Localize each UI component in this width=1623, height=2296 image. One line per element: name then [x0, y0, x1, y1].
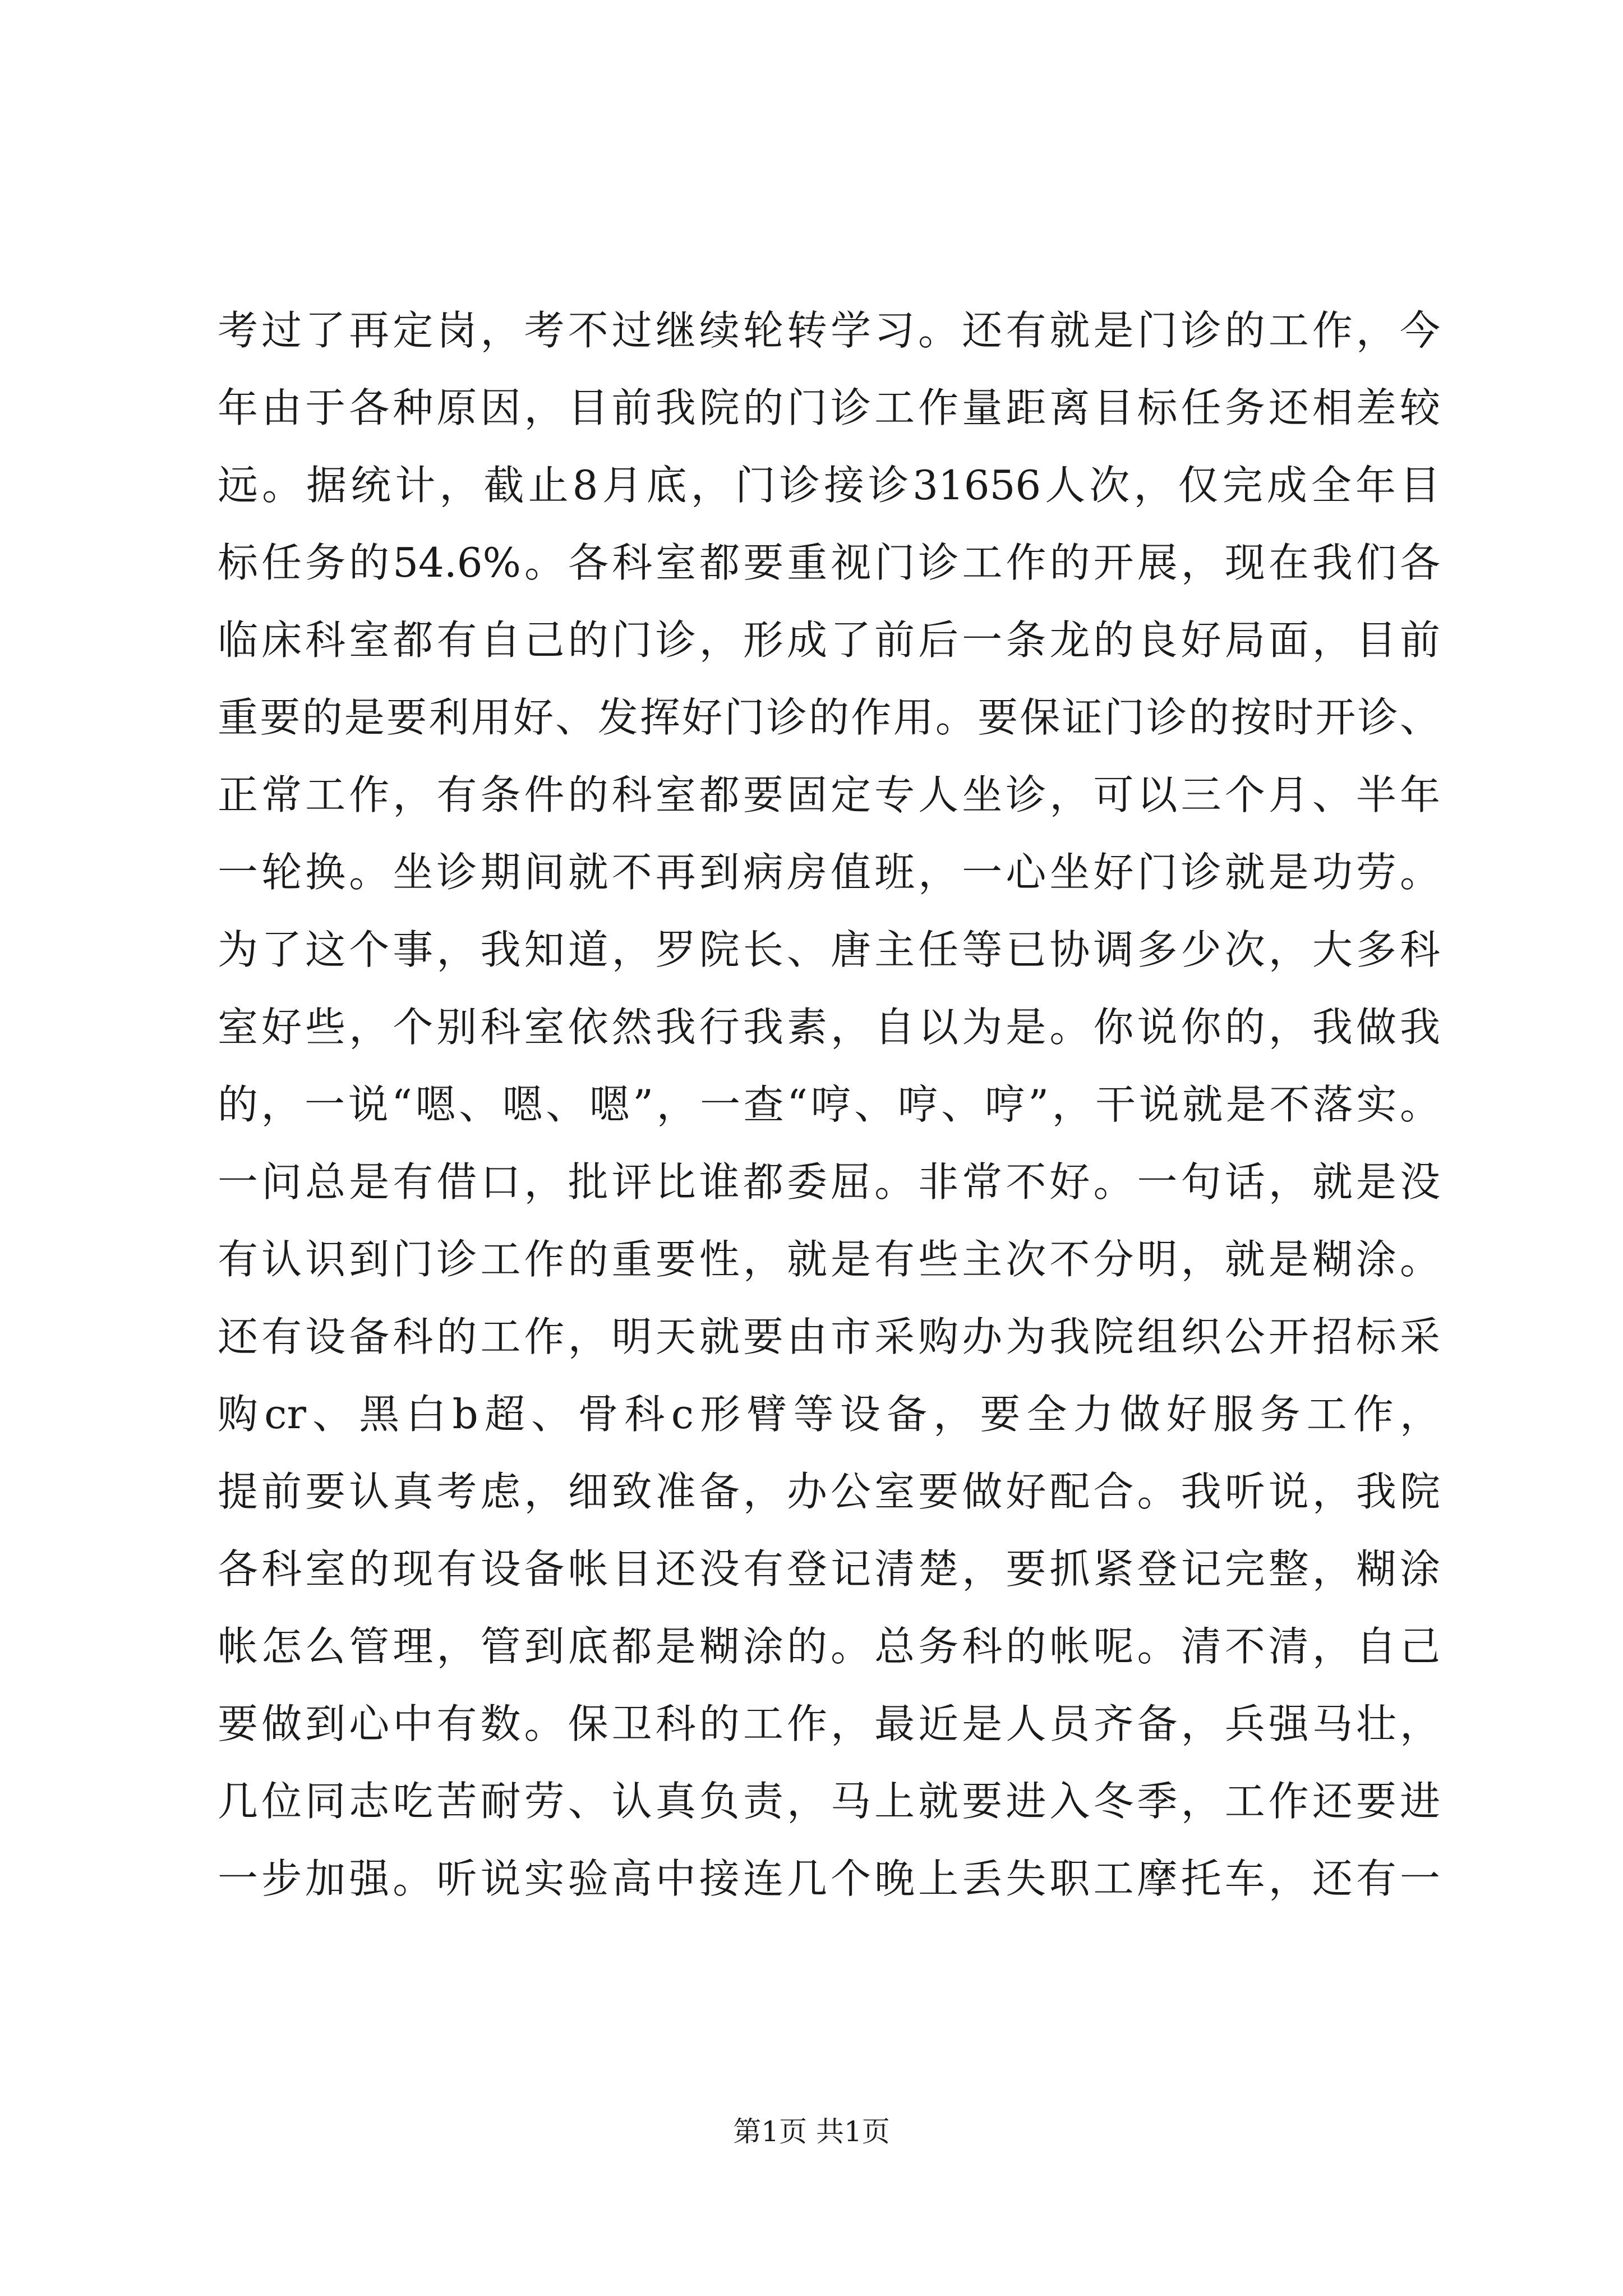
text-line: 正常工作，有条件的科室都要固定专人坐诊，可以三个月、半年 — [218, 771, 1440, 818]
text-line: 几位同志吃苦耐劳、认真负责，马上就要进入冬季，工作还要进 — [218, 1778, 1440, 1825]
text-line: 重要的是要利用好、发挥好门诊的作用。要保证门诊的按时开诊、 — [218, 694, 1440, 741]
text-line: 一问总是有借口，批评比谁都委屈。非常不好。一句话，就是没 — [218, 1158, 1440, 1205]
text-line: 提前要认真考虑，细致准备，办公室要做好配合。我听说，我院 — [218, 1468, 1440, 1515]
text-line: 购cr、黑白b超、骨科c形臂等设备，要全力做好服务工作， — [218, 1391, 1440, 1438]
page-footer — [0, 2112, 1623, 2151]
body-text — [218, 292, 1440, 1917]
text-line: 各科室的现有设备帐目还没有登记清楚，要抓紧登记完整，糊涂 — [218, 1545, 1440, 1593]
text-line: 要做到心中有数。保卫科的工作，最近是人员齐备，兵强马壮， — [218, 1700, 1440, 1747]
text-line: 帐怎么管理，管到底都是糊涂的。总务科的帐呢。清不清，自己 — [218, 1623, 1440, 1670]
text-line: 室好些，个别科室依然我行我素，自以为是。你说你的，我做我 — [218, 1004, 1440, 1051]
text-line: 考过了再定岗，考不过继续轮转学习。还有就是门诊的工作，今 — [218, 307, 1440, 354]
text-line: 一轮换。坐诊期间就不再到病房值班，一心坐好门诊就是功劳。 — [218, 849, 1440, 896]
text-line: 一步加强。听说实验高中接连几个晚上丢失职工摩托车，还有一 — [218, 1855, 1440, 1902]
text-line: 年由于各种原因，目前我院的门诊工作量距离目标任务还相差较 — [218, 384, 1440, 431]
text-line: 标任务的54.6%。各科室都要重视门诊工作的开展，现在我们各 — [218, 539, 1440, 586]
text-line: 远。据统计，截止8月底，门诊接诊31656人次，仅完成全年目 — [218, 462, 1440, 509]
page-number: 第1页 共1页 — [733, 2115, 890, 2148]
text-line: 有认识到门诊工作的重要性，就是有些主次不分明，就是糊涂。 — [218, 1236, 1440, 1283]
text-line: 还有设备科的工作，明天就要由市采购办为我院组织公开招标采 — [218, 1313, 1440, 1360]
text-line: 为了这个事，我知道，罗院长、唐主任等已协调多少次，大多科 — [218, 926, 1440, 973]
text-line: 的，一说“嗯、嗯、嗯”，一查“哼、哼、哼”，干说就是不落实。 — [218, 1081, 1440, 1128]
text-line: 临床科室都有自己的门诊，形成了前后一条龙的良好局面，目前 — [218, 616, 1440, 664]
